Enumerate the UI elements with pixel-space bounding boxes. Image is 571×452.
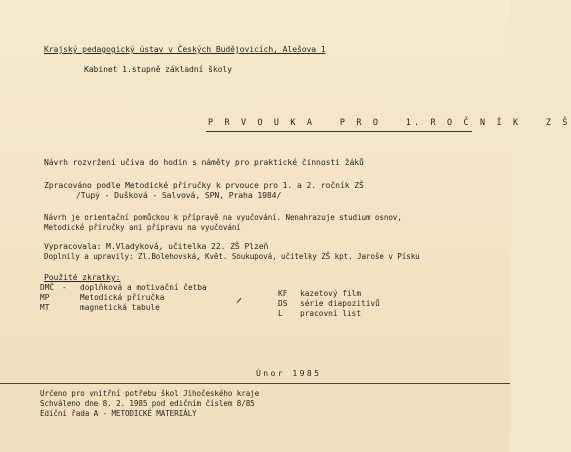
footer-line-3: Ediční řada A - METODICKÉ MATERIÁLY — [40, 409, 197, 418]
footer-line-1: Určeno pro vnitřní potřebu škol Jihočeského kraje — [40, 389, 260, 398]
abbr-text: pracovní list — [300, 309, 362, 318]
purpose-line-1: Návrh je orientační pomůckou k přípravě na vyučování. Nenahrazuje studium osnov, — [44, 213, 402, 222]
department-line: Kabinet 1.stupně základní školy — [84, 64, 232, 74]
pen-mark — [237, 298, 242, 303]
abbr-text: kazetový film — [300, 289, 362, 298]
abbreviations-heading: Použité zkratky: — [44, 272, 121, 282]
source-line-2: /Tupý - Dušková - Salvová, SPN, Praha 1984/ — [76, 190, 282, 200]
abbr-code: DMČ — [40, 283, 55, 292]
abbr-code: KF — [278, 289, 288, 298]
abbr-code: DS — [278, 299, 288, 308]
abbr-text: magnetická tabule — [80, 303, 160, 312]
purpose-line-2: Metodické příručky ani přípravu na vyučování — [44, 223, 241, 232]
footer-separator — [0, 383, 510, 384]
abbr-dash: - — [62, 283, 67, 292]
author-line-2: Doplnily a upravily: Zl.Bolehovská, Květ. Soukupová, učitelky ZŠ kpt. Jaroše v Písku — [44, 252, 420, 261]
date-line: Únor 1985 — [256, 368, 322, 378]
author-line-1: Vypracovala: M.Vladyková, učitelka 22. ZŠ Plzeň — [44, 241, 269, 251]
document-title: P R V O U K A P R O 1. R O Č N Í K Z Š — [208, 117, 571, 127]
abbr-code: L — [278, 309, 283, 318]
abbr-text: doplňková a motivační četba — [80, 283, 207, 292]
abbr-text: Metodická příručka — [80, 293, 165, 302]
footer-line-2: Schváleno dne 8. 2. 1985 pod edičním číslem 8/85 — [40, 399, 255, 408]
abbr-text: série diapozitivů — [300, 299, 380, 308]
abbr-code: MP — [40, 293, 50, 302]
title-underline — [206, 131, 472, 132]
intro-text: Návrh rozvržení učiva do hodin s náměty pro praktické činnosti žáků — [44, 157, 364, 167]
source-line-1: Zpracováno podle Metodické příručky k prvouce pro 1. a 2. ročník ZŠ — [44, 180, 364, 190]
institution-line: Krajský pedagogický ústav v Českých Budějovicích, Alešova 1 — [44, 44, 326, 54]
abbr-code: MT — [40, 303, 50, 312]
